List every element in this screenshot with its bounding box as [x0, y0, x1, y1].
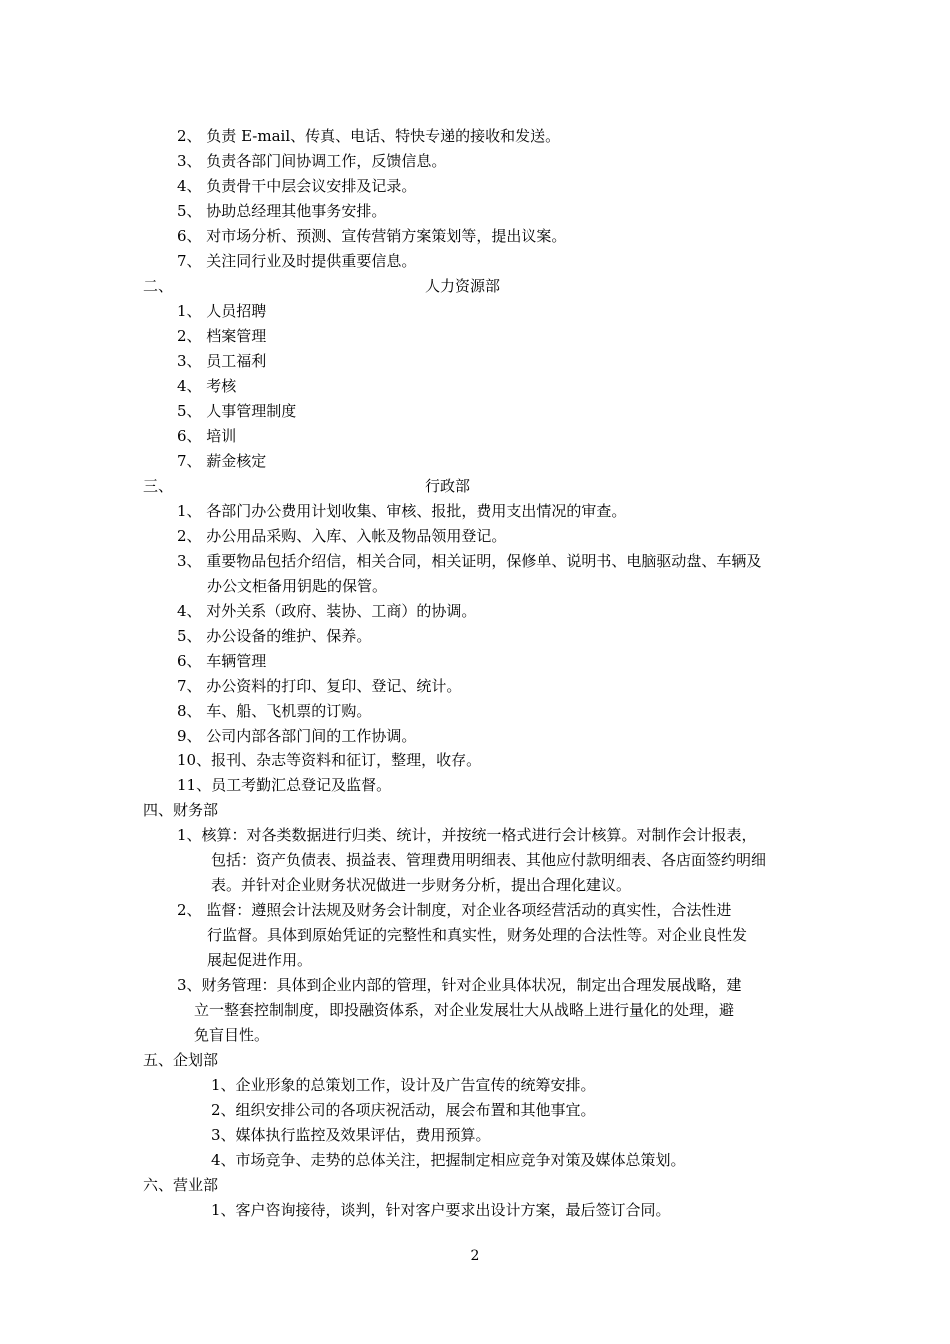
list-item-continuation: 免盲目性。: [194, 1026, 270, 1044]
list-item: 3、 负责各部门间协调工作，反馈信息。: [177, 152, 447, 170]
list-item: 6、 培训: [177, 427, 237, 445]
list-item-continuation: 表。并针对企业财务状况做进一步财务分析，提出合理化建议。: [211, 876, 632, 894]
list-item: 5、 人事管理制度: [177, 402, 297, 420]
list-item: 1、企业形象的总策划工作，设计及广告宣传的统筹安排。: [211, 1076, 596, 1094]
section-title: 人力资源部: [425, 277, 501, 295]
section-heading: 四、财务部: [143, 801, 219, 819]
list-item-continuation: 立一整套控制制度，即投融资体系，对企业发展壮大从战略上进行量化的处理，避: [194, 1001, 735, 1019]
list-item: 2、 监督：遵照会计法规及财务会计制度，对企业各项经营活动的真实性，合法性进: [177, 901, 732, 919]
list-item: 3、 重要物品包括介绍信，相关合同，相关证明，保修单、说明书、电脑驱动盘、车辆及: [177, 552, 762, 570]
list-item: 4、 考核: [177, 377, 237, 395]
list-item: 3、 员工福利: [177, 352, 267, 370]
list-item: 2、 档案管理: [177, 327, 267, 345]
list-item: 2、 办公用品采购、入库、入帐及物品领用登记。: [177, 527, 507, 545]
list-item: 6、 对市场分析、预测、宣传营销方案策划等，提出议案。: [177, 227, 567, 245]
list-item: 10、报刊、杂志等资料和征订，整理，收存。: [177, 751, 482, 769]
list-item: 2、 负责 E-mail、传真、电话、特快专递的接收和发送。: [177, 127, 561, 145]
list-item: 4、 对外关系（政府、装协、工商）的协调。: [177, 602, 477, 620]
list-item-continuation: 展起促进作用。: [207, 951, 313, 969]
list-item: 2、组织安排公司的各项庆祝活动，展会布置和其他事宜。: [211, 1101, 596, 1119]
page-number: 2: [470, 1248, 480, 1264]
list-item: 8、 车、船、飞机票的订购。: [177, 702, 372, 720]
list-item: 3、媒体执行监控及效果评估，费用预算。: [211, 1126, 491, 1144]
list-item: 11、员工考勤汇总登记及监督。: [177, 776, 392, 794]
list-item: 1、核算：对各类数据进行归类、统计，并按统一格式进行会计核算。对制作会计报表，: [177, 826, 757, 844]
list-item: 4、市场竞争、走势的总体关注，把握制定相应竞争对策及媒体总策划。: [211, 1151, 686, 1169]
list-item-continuation: 办公文柜备用钥匙的保管。: [207, 577, 388, 595]
list-item-continuation: 行监督。具体到原始凭证的完整性和真实性，财务处理的合法性等。对企业良性发: [207, 926, 748, 944]
section-heading: 六、营业部: [143, 1176, 219, 1194]
section-number: 三、: [143, 477, 174, 495]
list-item: 4、 负责骨干中层会议安排及记录。: [177, 177, 417, 195]
list-item: 1、客户咨询接待，谈判，针对客户要求出设计方案，最后签订合同。: [211, 1201, 671, 1219]
list-item: 1、 各部门办公费用计划收集、审核、报批，费用支出情况的审查。: [177, 502, 627, 520]
list-item: 9、 公司内部各部门间的工作协调。: [177, 727, 417, 745]
section-title: 行政部: [425, 477, 471, 495]
section-number: 二、: [143, 277, 174, 295]
section-heading: 五、企划部: [143, 1051, 219, 1069]
list-item: 7、 办公资料的打印、复印、登记、统计。: [177, 677, 462, 695]
list-item: 7、 关注同行业及时提供重要信息。: [177, 252, 417, 270]
list-item: 7、 薪金核定: [177, 452, 267, 470]
list-item: 5、 协助总经理其他事务安排。: [177, 202, 387, 220]
list-item: 6、 车辆管理: [177, 652, 267, 670]
list-item: 3、财务管理：具体到企业内部的管理，针对企业具体状况，制定出合理发展战略，建: [177, 976, 742, 994]
list-item: 5、 办公设备的维护、保养。: [177, 627, 372, 645]
list-item-continuation: 包括：资产负债表、损益表、管理费用明细表、其他应付款明细表、各店面签约明细: [211, 851, 767, 869]
list-item: 1、 人员招聘: [177, 302, 267, 320]
